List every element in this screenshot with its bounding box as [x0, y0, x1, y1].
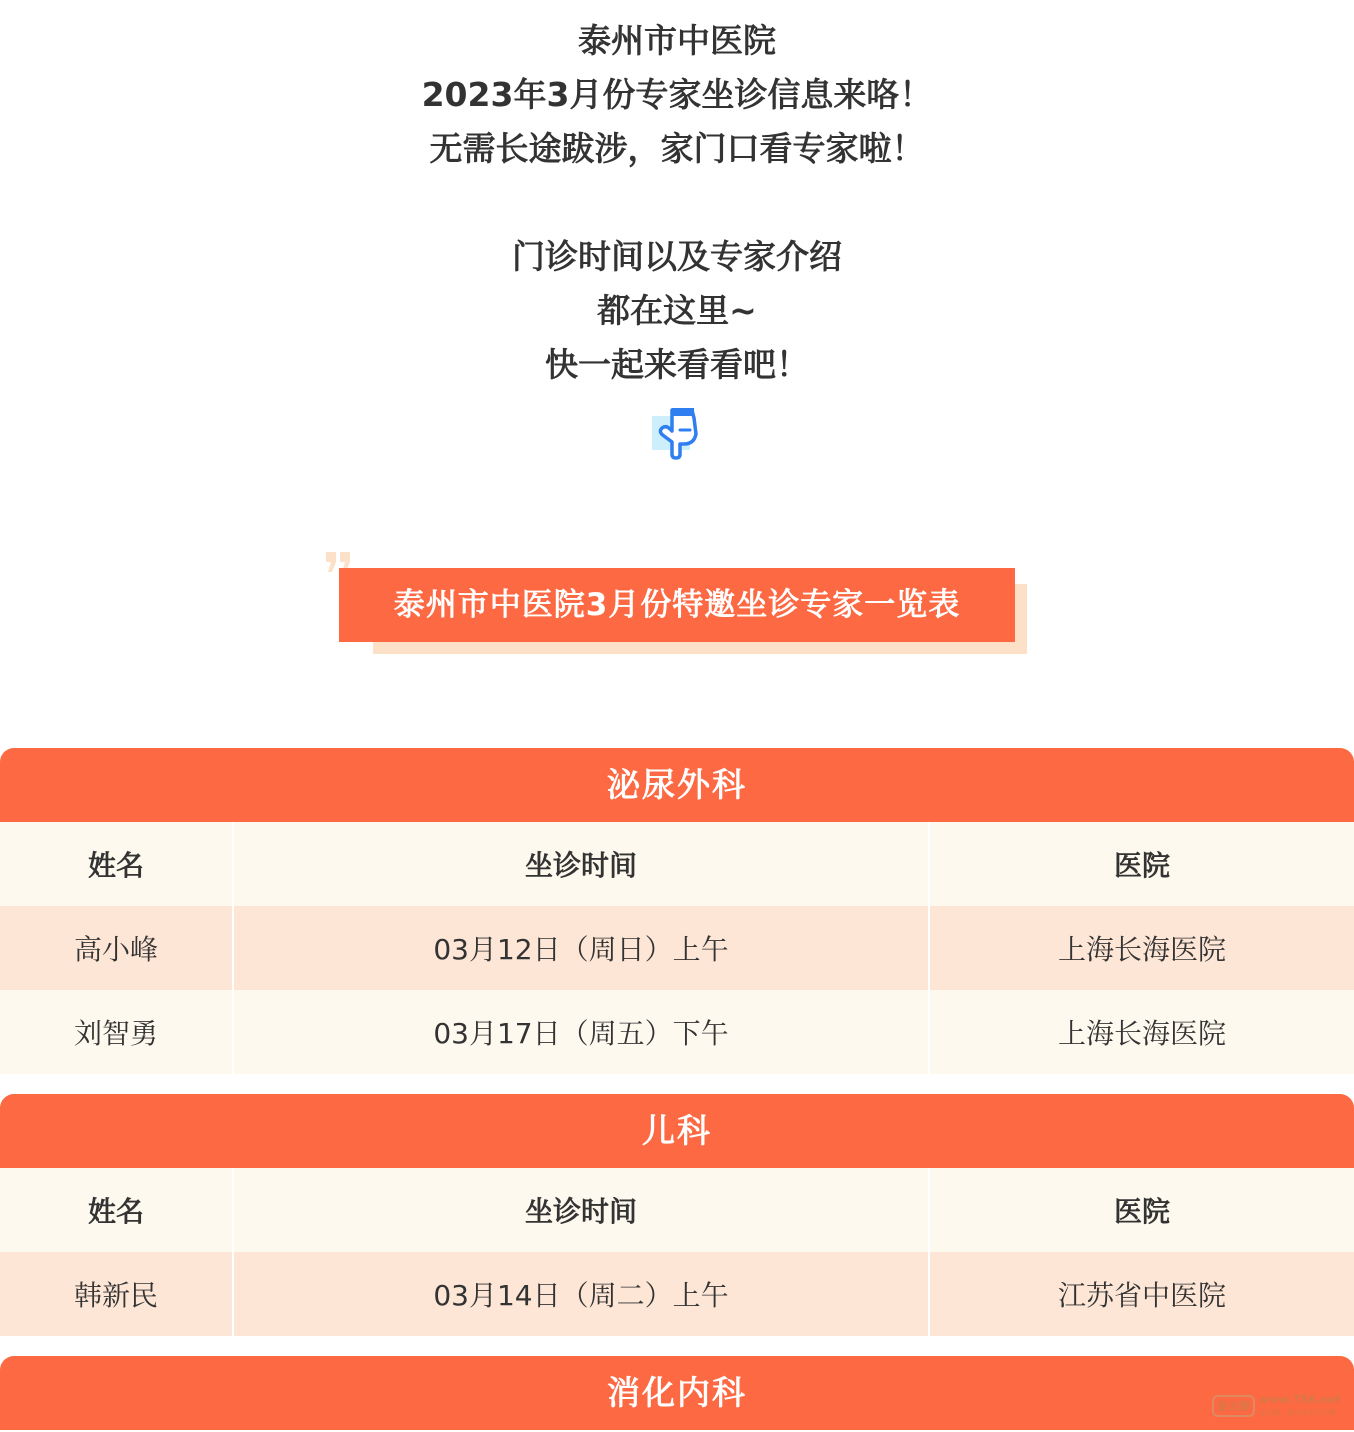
doctor-name: 高小峰: [0, 906, 234, 990]
intro-line: 2023年3月份专家坐诊信息来咯！: [421, 75, 933, 114]
watermark-site: www.T56.net: [1259, 1392, 1341, 1406]
clinic-time: 03月17日（周五）下午: [234, 990, 930, 1074]
intro-line: 无需长途跋涉，家门口看专家啦！: [429, 129, 925, 168]
pointing-down-hand-icon: [650, 404, 702, 460]
intro-text: [0, 14, 1354, 392]
table-header-row: [0, 1168, 1354, 1252]
department-table-urology: [0, 748, 1354, 1074]
table-row: [0, 990, 1354, 1074]
doctor-name: 韩新民: [0, 1252, 234, 1336]
table-row: [0, 1252, 1354, 1336]
intro-line: 快一起来看看吧！: [545, 345, 809, 384]
watermark-logo: 泰无聊: [1212, 1395, 1255, 1417]
intro-line: 泰州市中医院: [578, 21, 776, 60]
department-table-pediatrics: [0, 1094, 1354, 1336]
column-header-time: 坐诊时间: [234, 822, 930, 906]
clinic-time: 03月14日（周二）上午: [234, 1252, 930, 1336]
department-table-gastroenterology: [0, 1356, 1354, 1430]
column-header-hospital: 医院: [1113, 1195, 1170, 1228]
hospital-name: 江苏省中医院: [1057, 1279, 1226, 1312]
clinic-time: 03月12日（周日）上午: [234, 906, 930, 990]
banner-title: 泰州市中医院3月份特邀坐诊专家一览表: [339, 568, 1015, 642]
watermark-tagline: 泰无聊 · 泰州泰无所不聊: [1259, 1408, 1336, 1417]
column-header-hospital: 医院: [1113, 849, 1170, 882]
column-header-time: 坐诊时间: [234, 1168, 930, 1252]
department-title: 儿科: [0, 1094, 1354, 1168]
department-title: 泌尿外科: [0, 748, 1354, 822]
column-header-name: 姓名: [0, 822, 234, 906]
intro-line: 都在这里~: [597, 291, 757, 330]
site-watermark: [1212, 1392, 1344, 1420]
doctor-name: 刘智勇: [0, 990, 234, 1074]
hospital-name: 上海长海医院: [1057, 933, 1226, 966]
department-title: 消化内科: [0, 1356, 1354, 1430]
table-header-row: [0, 822, 1354, 906]
column-header-name: 姓名: [0, 1168, 234, 1252]
intro-line: 门诊时间以及专家介绍: [512, 237, 842, 276]
hospital-name: 上海长海医院: [1057, 1017, 1226, 1050]
table-row: [0, 906, 1354, 990]
title-banner: [322, 552, 1032, 662]
